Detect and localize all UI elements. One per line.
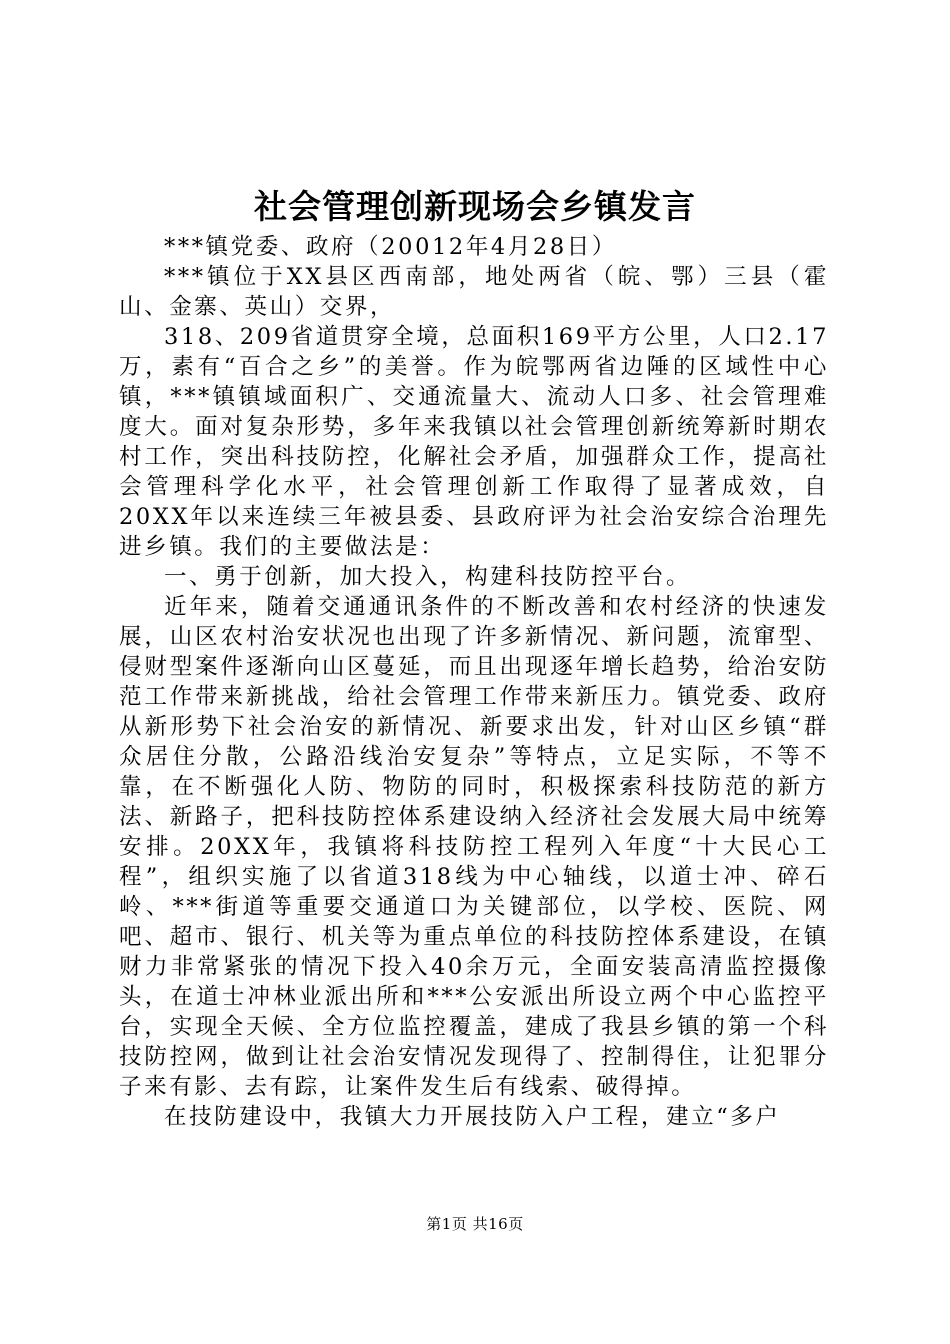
paragraph-date-line: ***镇党委、政府（20012年4月28日） bbox=[164, 234, 617, 260]
paragraph-location: ***镇位于XX县区西南部，地处两省（皖、鄂）三县（霍山、金寨、英山）交界， bbox=[119, 264, 829, 320]
paragraph-tech-prevention: 近年来，随着交通通讯条件的不断改善和农村经济的快速发展，山区农村治安状况也出现了许多新情况、新问题，流窜型、侵财型案件逐渐向山区蔓延，而且出现逐年增长趋势，给治安防范工作带来新挑战，给社会管理工作带来新压力。镇党委、政府从新形势下社会治安的新情况、新要求出发，针对山区乡镇“群众居住分散，公路沿线治安复杂”等特点，立足实际，不等不靠，在不断强化人防、物防的同时，积极探索科技防范的新方法、新路子，把科技防控体系建设纳入经济社会发展大局中统筹安排。20XX年，我镇将科技防控工程列入年度“十大民心工程”，组织实施了以省道318线为中心轴线，以道士冲、碎石岭、***街道等重要交通道口为关键部位，以学校、医院、网吧、超市、银行、机关等为重点单位的科技防控体系建设，在镇财力非常紧张的情况下投入40余万元，全面安装高清监控摄像头，在道士冲林业派出所和***公安派出所设立两个中心监控平台，实现全天候、全方位监控覆盖，建成了我县乡镇的第一个科技防控网，做到让社会治安情况发现得了、控制得住，让犯罪分子来有影、去有踪，让案件发生后有线索、破得掉。 bbox=[119, 594, 829, 1100]
document-title: 社会管理创新现场会乡镇发言 bbox=[254, 187, 696, 226]
page-footer: 第1页 共16页 bbox=[426, 1215, 524, 1233]
paragraph-household-prevention: 在技防建设中，我镇大力开展技防入户工程，建立“多户 bbox=[164, 1104, 781, 1130]
paragraph-overview: 318、209省道贯穿全境，总面积169平方公里，人口2.17万，素有“百合之乡”的美誉。作为皖鄂两省边陲的区域性中心镇，***镇镇域面积广、交通流量大、流动人口多、社会管理难度大。面对复杂形势，多年来我镇以社会管理创新统筹新时期农村工作，突出科技防控，化解社会矛盾，加强群众工作，提高社会管理科学化水平，社会管理创新工作取得了显著成效，自20XX年以来连续三年被县委、县政府评为社会治安综合治理先进乡镇。我们的主要做法是： bbox=[119, 324, 829, 560]
document-body bbox=[119, 232, 829, 1132]
section-heading-1: 一、勇于创新，加大投入，构建科技防控平台。 bbox=[164, 564, 692, 590]
